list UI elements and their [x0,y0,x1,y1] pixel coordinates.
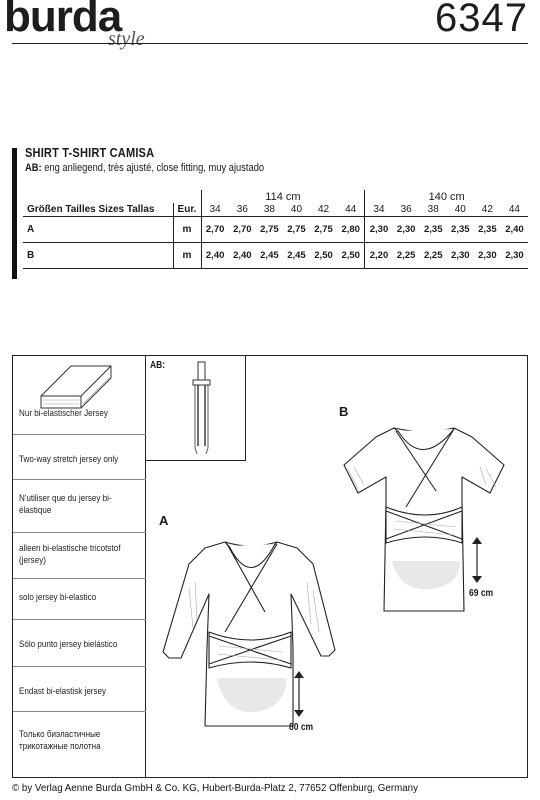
value-cell: 2,80 [337,216,365,242]
value-cell: 2,30 [501,242,528,268]
size-header-row [23,203,528,216]
size-cell: 38 [420,203,447,216]
width-140: 140 cm [428,190,465,203]
size-cell: 42 [474,203,501,216]
size-cell: 34 [201,203,229,216]
brand-sub: style [108,28,145,50]
value-cell: 2,75 [310,216,337,242]
value-cell: 2,40 [201,242,229,268]
length-a: 80 cm [289,722,314,733]
garment-a-sketch [153,528,363,758]
table-row-b [23,242,528,268]
fabric-notes-column [13,356,146,777]
value-cell: 2,35 [420,216,447,242]
fit-views: AB: [25,162,42,174]
fabric-note-it: solo jersey bi-elastico [19,592,97,603]
value-cell: 2,75 [256,216,283,242]
brand-name: burda [4,0,122,41]
needle-panel [146,356,246,461]
length-arrow-b-icon [467,534,487,586]
needle-views: AB: [150,360,166,371]
value-cell: 2,25 [420,242,447,268]
fabric-note-fr: N'utiliser que du jersey bi-élastique [19,493,112,516]
value-cell: 2,75 [283,216,310,242]
table-row-a [23,216,528,242]
twin-needle-icon [146,356,246,461]
size-cell: 40 [283,203,310,216]
divider [13,532,146,533]
size-cell: 34 [365,203,393,216]
size-cell: 42 [310,203,337,216]
value-cell: 2,30 [393,216,420,242]
row-view: B [23,242,173,268]
value-cell: 2,50 [337,242,365,268]
size-cell: 44 [501,203,528,216]
eur-label: Eur. [173,203,201,216]
row-unit: m [173,242,201,268]
fabric-note-de: Nur bi-elastischer Jersey [19,408,108,419]
value-cell: 2,20 [365,242,393,268]
yardage-table [23,190,528,269]
value-cell: 2,50 [310,242,337,268]
size-cell: 40 [447,203,474,216]
fabric-note-es: Sólo punto jersey bielástico [19,639,118,650]
width-114: 114 cm [201,190,365,203]
value-cell: 2,40 [229,242,256,268]
size-cell: 36 [393,203,420,216]
row-unit: m [173,216,201,242]
fabric-note-en: Two-way stretch jersey only [19,454,119,465]
divider [13,479,146,480]
row-view: A [23,216,173,242]
fit-text: eng anliegend, très ajusté, close fitting, muy ajustado [44,162,265,174]
value-cell: 2,70 [201,216,229,242]
length-arrow-a-icon [289,668,309,720]
value-cell: 2,25 [393,242,420,268]
divider [13,578,146,579]
value-cell: 2,35 [447,216,474,242]
size-header-label: Größen Tailles Sizes Tallas [23,203,173,216]
value-cell: 2,30 [447,242,474,268]
fabric-note-nl: alleen bi-elastische tricotstof (jersey) [19,543,121,566]
view-label-a: A [159,513,169,528]
brand-logo [4,0,174,54]
fabric-requirements [12,145,528,282]
divider [13,434,146,435]
size-cell: 44 [337,203,365,216]
value-cell: 2,30 [365,216,393,242]
width-row [23,190,528,203]
spec-side-bar [12,148,17,279]
fabric-and-views-panel [12,355,528,778]
size-cell: 36 [229,203,256,216]
value-cell: 2,45 [256,242,283,268]
fabric-note-sv: Endast bi-elastisk jersey [19,686,107,697]
header-divider [12,43,528,44]
divider [13,619,146,620]
value-cell: 2,35 [474,216,501,242]
value-cell: 2,30 [474,242,501,268]
garment-title: SHIRT T-SHIRT CAMISA [25,145,155,160]
pattern-number: 6347 [435,0,528,40]
divider [13,666,146,667]
value-cell: 2,70 [229,216,256,242]
fabric-note-ru: Только биэластичные трикотажные полотна [19,729,101,752]
size-cell: 38 [256,203,283,216]
copyright-notice: © by Verlag Aenne Burda GmbH & Co. KG, Hubert-Burda-Platz 2, 77652 Offenburg, Germany [12,782,418,794]
fit-description [25,162,264,174]
divider [13,711,146,712]
value-cell: 2,40 [501,216,528,242]
view-label-b: B [339,404,349,419]
length-b: 69 cm [469,588,494,599]
value-cell: 2,45 [283,242,310,268]
